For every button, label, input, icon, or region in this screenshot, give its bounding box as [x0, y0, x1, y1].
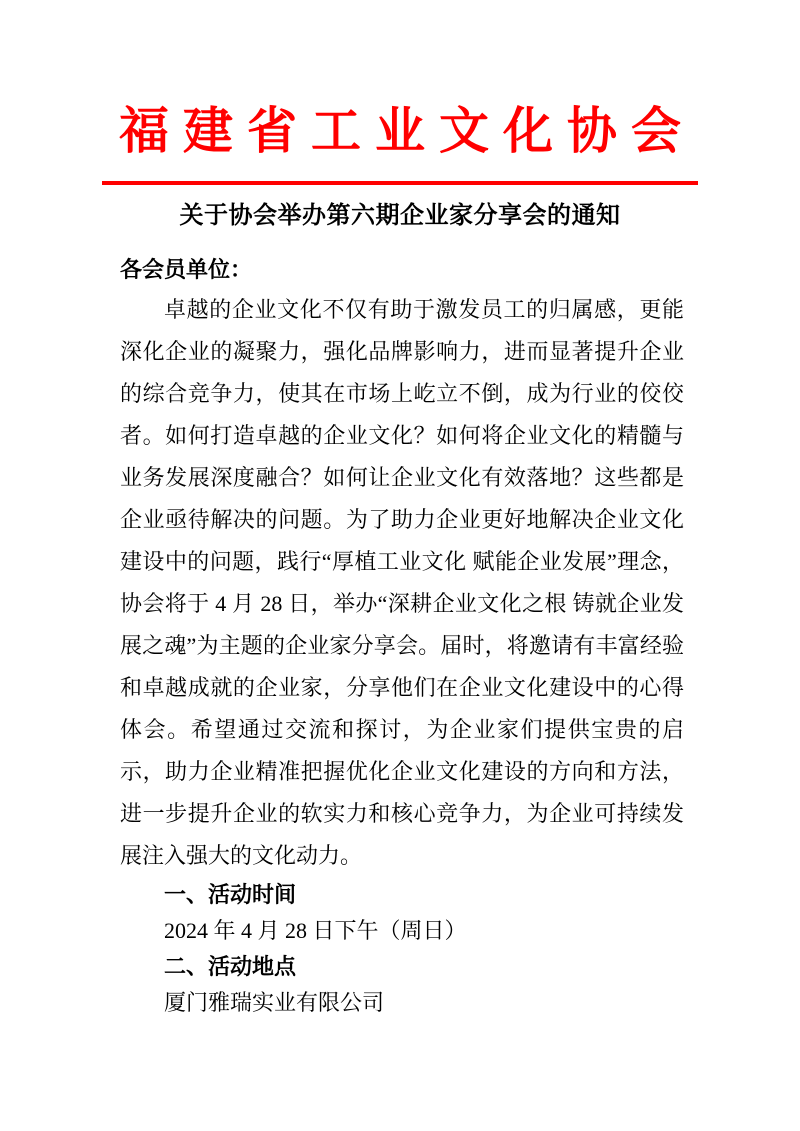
- section-1-heading: 一、活动时间: [164, 882, 297, 907]
- letterhead-org-name: 福建省工业文化协会: [119, 103, 695, 159]
- notice-sections: [120, 877, 684, 1021]
- notice-body-paragraph: 卓越的企业文化不仅有助于激发员工的归属感，更能深化企业的凝聚力，强化品牌影响力，进而显著提升企业的综合竞争力，使其在市场上屹立不倒，成为行业的佼佼者。如何打造卓越的企业文化？如何将企业文化的精髓与业务发展深度融合？如何让企业文化有效落地？这些都是企业亟待解决的问题。为了助力企业更好地解决企业文化建设中的问题，践行“厚植工业文化 赋能企业发展”理念，协会将于 4 月 28 日，举办“深耕企业文化之根 铸就企业发展之魂”为主题的企业家分享会。届时，将邀请有丰富经验和卓越成就的企业家，分享他们在企业文化建设中的心得体会。希望通过交流和探讨，为企业家们提供宝贵的启示，助力企业精准把握优化企业文化建设的方向和方法，进一步提升企业的软实力和核心竞争力，为企业可持续发展注入强大的文化动力。: [120, 297, 684, 868]
- section-2-content: 厦门雅瑞实业有限公司: [164, 990, 385, 1015]
- salutation: 各会员单位：: [120, 257, 253, 282]
- notice-title: 关于协会举办第六期企业家分享会的通知: [179, 203, 621, 229]
- section-2-heading: 二、活动地点: [164, 954, 297, 979]
- section-1-content: 2024 年 4 月 28 日下午（周日）: [164, 918, 467, 943]
- letterhead-divider-line: [102, 181, 698, 185]
